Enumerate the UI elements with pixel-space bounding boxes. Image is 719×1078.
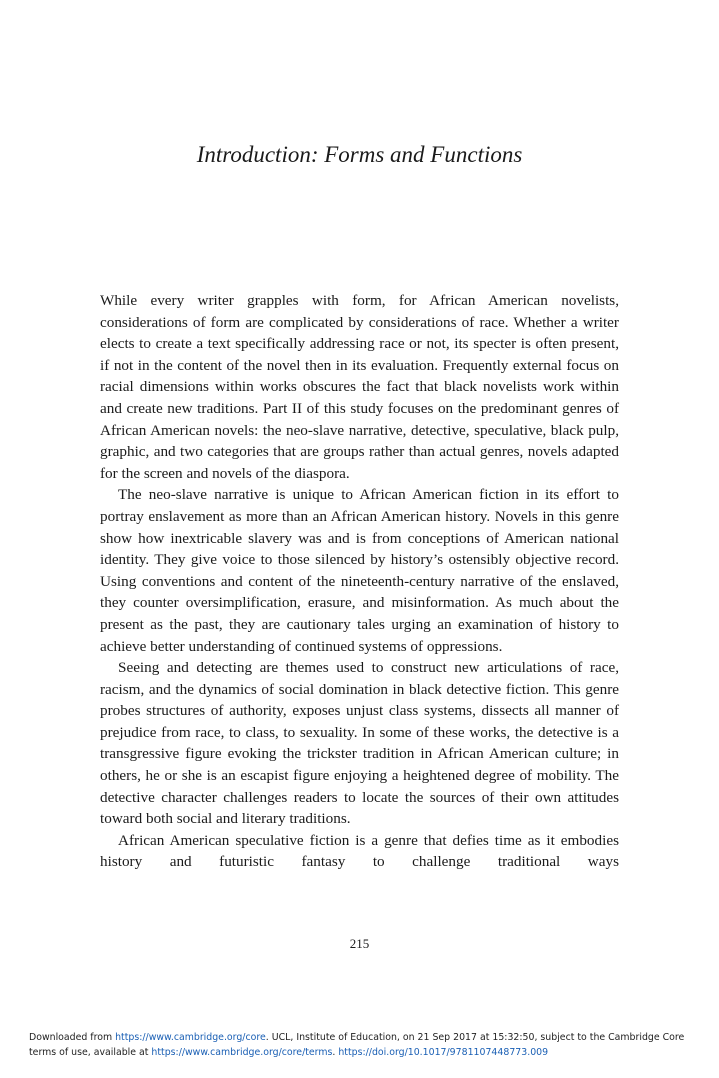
paragraph-1: While every writer grapples with form, for African American novelists, considerations of form are complicated by considerations of race. Whether a writer elects to create a text specifically addressing race or not, its specter is often present, if not in the content of the novel then in its evaluation. Frequently external focus on racial dimensions within works obscures the fact that black novelists work within and create new traditions. Part II of this study focuses on the predominant genres of African American novels: the neo-slave narrative, detective, speculative, black pulp, graphic, and two categories that are groups rather than actual genres, novels adapted for the screen and novels of the diaspora. bbox=[100, 292, 619, 482]
footer-prefix: Downloaded from bbox=[29, 1032, 116, 1043]
download-footer bbox=[29, 1031, 699, 1060]
doi-link[interactable]: https://doi.org/10.1017/9781107448773.009 bbox=[338, 1046, 549, 1058]
cambridge-core-link[interactable]: https://www.cambridge.org/core bbox=[115, 1032, 266, 1043]
paragraph-2: The neo-slave narrative is unique to African American fiction in its effort to portray enslavement as more than an African American history. Novels in this genre show how inextricable slavery was and is from conceptions of American national identity. They give voice to those silenced by history’s ostensibly objective record. Using conventions and content of the nineteenth-century narrative of the enslaved, they counter oversimplification, erasure, and misinformation. As much about the present as the past, they are cautionary tales urging an examination of history to achieve better understanding of continued systems of oppressions. bbox=[100, 486, 619, 655]
body-text bbox=[100, 290, 619, 873]
footer-middle: . UCL, Institute of Education, on 21 Sep 2017 at 15:32:50, subject to the Cambridge Core terms of use, available at bbox=[29, 1032, 685, 1058]
footer-sep: . bbox=[332, 1046, 339, 1058]
chapter-title: Introduction: Forms and Functions bbox=[196, 142, 523, 167]
paragraph-4: African American speculative fiction is a genre that defies time as it embodies history and futuristic fantasy to challenge traditional ways bbox=[100, 831, 619, 871]
paragraph-3: Seeing and detecting are themes used to construct new articulations of race, racism, and the dynamics of social domination in black detective fiction. This genre probes structures of authority, exposes unjust class systems, dissects all manner of prejudice from race, to class, to sexuality. In some of these works, the detective is a transgressive figure evoking the trickster tradition in African American culture; in others, he or she is an escapist figure enjoying a heightened degree of mobility. The detective character challenges readers to locate the sources of their own attitudes toward both social and literary traditions. bbox=[100, 659, 619, 828]
page-number: 215 bbox=[349, 936, 370, 951]
terms-link[interactable]: https://www.cambridge.org/core/terms bbox=[151, 1046, 333, 1058]
